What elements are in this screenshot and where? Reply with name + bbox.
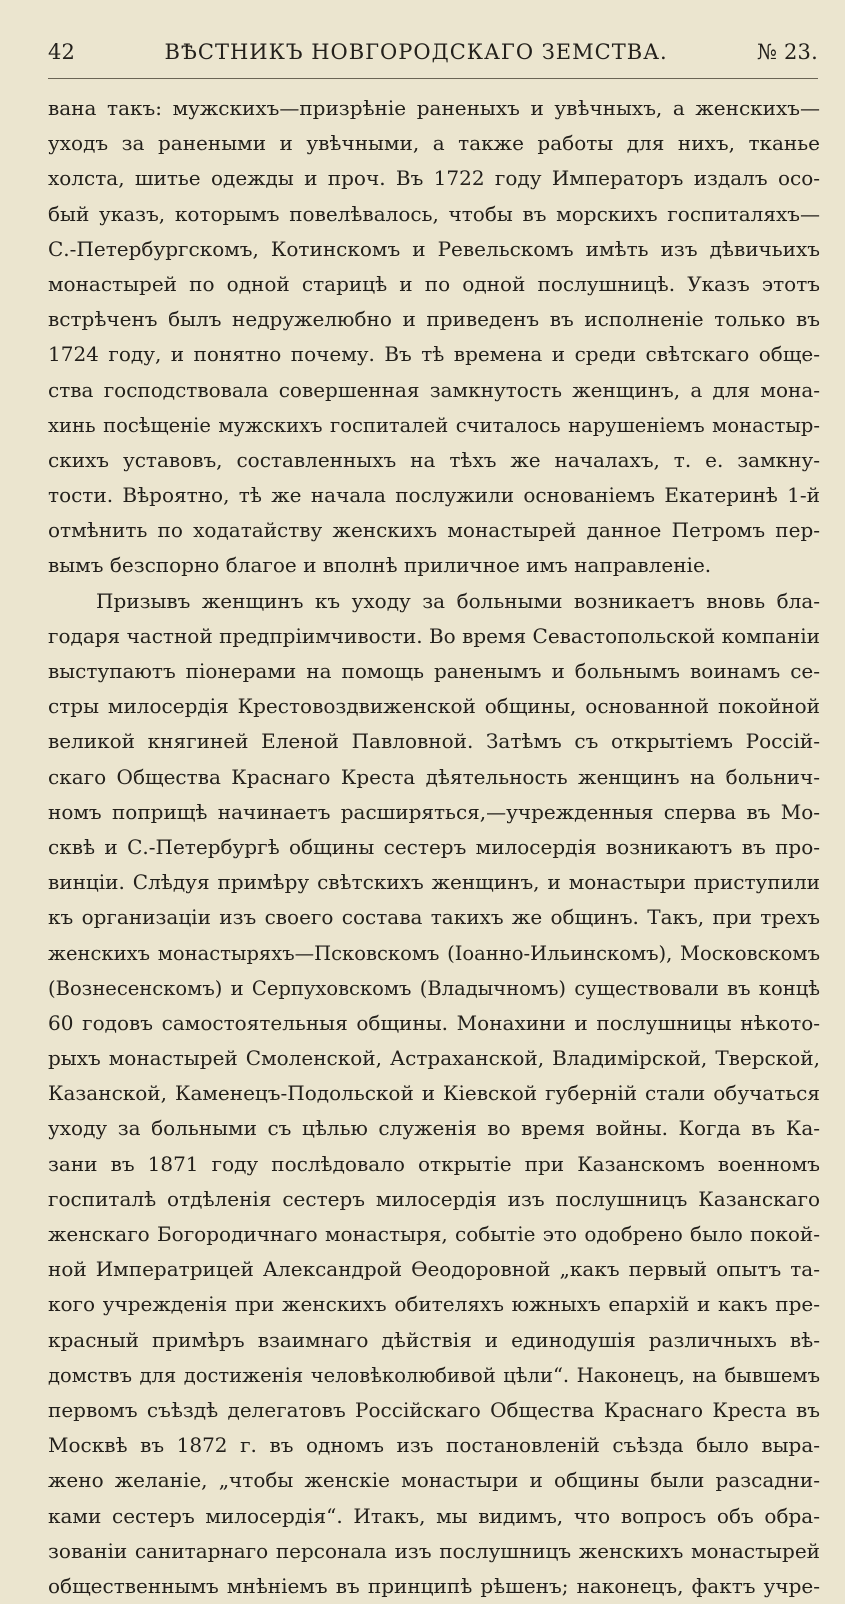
text-line: къ организаціи изъ своего состава такихъ же общинъ. Такъ, при трехъ: [48, 905, 820, 930]
text-line: винціи. Слѣдуя примѣру свѣтскихъ женщинъ, и монастыри приступили: [48, 870, 820, 895]
text-line: общественнымъ мнѣніемъ въ принципѣ рѣшенъ; наконецъ, фактъ учре-: [48, 1573, 820, 1598]
text-line: зованіи санитарнаго персонала изъ послушницъ женскихъ монастырей: [48, 1538, 820, 1563]
journal-title: ВѢСТНИКЪ НОВГОРОДСКАГО ЗЕМСТВА.: [164, 40, 668, 64]
header-rule: [48, 78, 818, 79]
text-line: годаря частной предпріимчивости. Во время Севастопольской компаніи: [48, 623, 820, 648]
text-line: домствъ для достиженія человѣколюбивой цѣли“. Наконецъ, на бывшемъ: [48, 1363, 820, 1387]
text-line: уходу за больными съ цѣлью служенія во время войны. Когда въ Ка-: [48, 1116, 820, 1141]
text-line: 60 годовъ самостоятельныя общины. Монахини и послушницы нѣкото-: [48, 1010, 820, 1035]
text-line: ками сестеръ милосердія“. Итакъ, мы видимъ, что вопросъ объ обра-: [48, 1503, 820, 1528]
text-line: хинь посѣщеніе мужскихъ госпиталей считалось нарушеніемъ монастыр-: [48, 413, 820, 437]
text-line: С.-Петербургскомъ, Котинскомъ и Ревельскомъ имѣть изъ дѣвичьихъ: [48, 236, 820, 261]
text-line: красный примѣръ взаимнаго дѣйствія и единодушія различныхъ вѣ-: [48, 1327, 820, 1352]
issue-number: № 23.: [757, 40, 818, 64]
text-line: монастырей по одной старицѣ и по одной послушницѣ. Указъ этотъ: [48, 271, 820, 296]
text-line: женскаго Богородичнаго монастыря, событіе это одобрено было покой-: [48, 1222, 820, 1246]
text-line: уходъ за ранеными и увѣчными, а также работы для нихъ, тканье: [48, 131, 820, 156]
text-line: холста, шитье одежды и проч. Въ 1722 году Императоръ издалъ осо-: [48, 166, 820, 191]
text-line: номъ поприщѣ начинаетъ расширяться,—учрежденныя сперва въ Мо-: [48, 799, 820, 824]
text-line: первомъ съѣздѣ делегатовъ Россійскаго Общества Краснаго Креста въ: [48, 1397, 820, 1422]
text-line: Москвѣ въ 1872 г. въ одномъ изъ постановленій съѣзда было выра-: [48, 1433, 820, 1458]
text-line: встрѣченъ былъ недружелюбно и приведенъ въ исполненіе только въ: [48, 307, 820, 332]
text-line: зани въ 1871 году послѣдовало открытіе при Казанскомъ военномъ: [48, 1151, 820, 1176]
text-line: рыхъ монастырей Смоленской, Астраханской, Владимірской, Тверской,: [48, 1046, 820, 1071]
text-line: тости. Вѣроятно, тѣ же начала послужили основаніемъ Екатеринѣ 1-й: [48, 483, 820, 508]
body-text: [48, 91, 820, 1604]
paragraph-start-line: Призывъ женщинъ къ уходу за больными возникаетъ вновь бла-: [96, 588, 820, 613]
text-line: женскихъ монастыряхъ—Псковскомъ (Іоанно-Ильинскомъ), Московскомъ: [48, 941, 820, 965]
text-line: стры милосердія Крестовоздвиженской общины, основанной покойной: [48, 694, 820, 719]
text-line: (Вознесенскомъ) и Серпуховскомъ (Владычномъ) существовали въ концѣ: [48, 976, 820, 1000]
text-line: кого учрежденія при женскихъ обителяхъ южныхъ епархій и какъ пре-: [48, 1292, 820, 1317]
text-line: вана такъ: мужскихъ—призрѣніе раненыхъ и увѣчныхъ, а женскихъ—: [48, 96, 820, 120]
text-line: жено желаніе, „чтобы женскіе монастыри и общины были разсадни-: [48, 1468, 820, 1493]
text-line: госпиталѣ отдѣленія сестеръ милосердія изъ послушницъ Казанскаго: [48, 1186, 820, 1211]
text-line: 1724 году, и понятно почему. Въ тѣ времена и среди свѣтскаго обще-: [48, 342, 820, 367]
text-line: ной Императрицей Александрой Ѳеодоровной „какъ первый опытъ та-: [48, 1257, 820, 1282]
text-line: бый указъ, которымъ повелѣвалось, чтобы въ морскихъ госпиталяхъ—: [48, 201, 820, 226]
page-number: 42: [48, 40, 76, 64]
page-header: [48, 40, 818, 76]
text-line: сквѣ и С.-Петербургѣ общины сестеръ милосердія возникаютъ въ про-: [48, 834, 820, 859]
paragraph-end-line: вымъ безспорно благое и вполнѣ приличное имъ направленіе.: [48, 553, 712, 578]
text-line: Казанской, Каменецъ-Подольской и Кіевской губерній стали обучаться: [48, 1081, 820, 1106]
text-line: скаго Общества Краснаго Креста дѣятельность женщинъ на больнич-: [48, 764, 820, 789]
text-line: великой княгиней Еленой Павловной. Затѣмъ съ открытіемъ Россій-: [48, 729, 820, 754]
text-line: скихъ уставовъ, составленныхъ на тѣхъ же началахъ, т. е. замкну-: [48, 447, 820, 472]
text-line: отмѣнить по ходатайству женскихъ монастырей данное Петромъ пер-: [48, 518, 820, 543]
text-line: ства господствовала совершенная замкнутость женщинъ, а для мона-: [48, 377, 820, 402]
text-line: выступаютъ піонерами на помощь раненымъ и больнымъ воинамъ се-: [48, 659, 820, 683]
